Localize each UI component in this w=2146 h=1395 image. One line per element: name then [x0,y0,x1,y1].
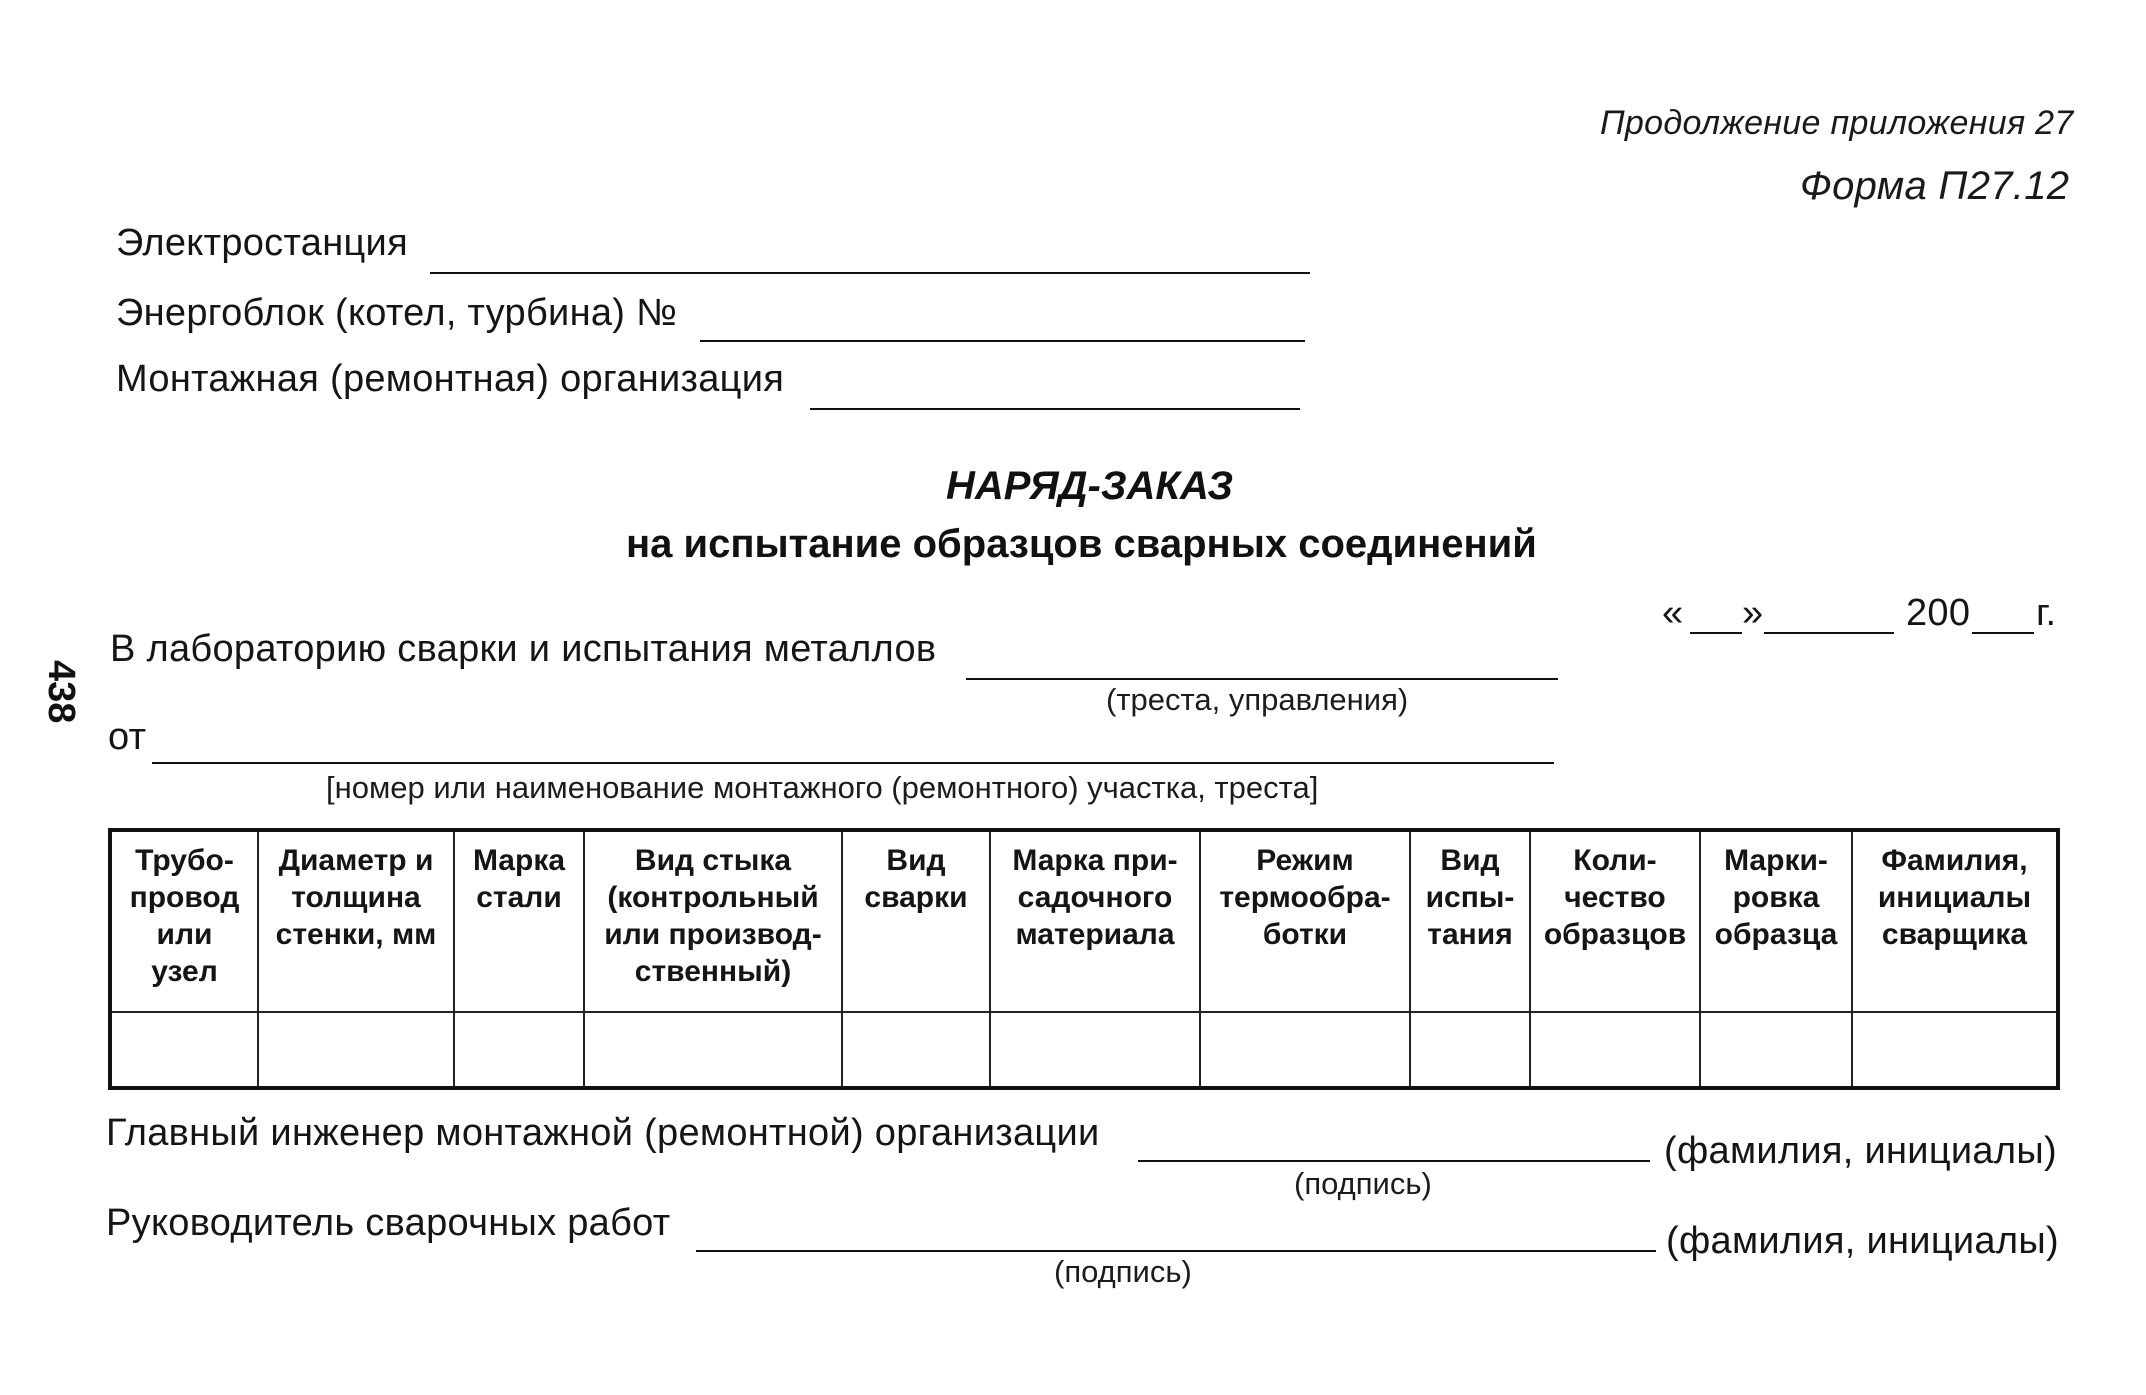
organization-line [810,408,1300,410]
power-unit-label: Энергоблок (котел, турбина) № [116,292,678,334]
date-year-suffix: г. [2036,592,2057,634]
date-year-prefix: 200 [1906,592,1971,634]
chief-engineer-signature-line [1138,1160,1650,1162]
column-header: Марки- ровка образца [1700,830,1852,1012]
table-cell [1852,1012,2058,1088]
column-header: Трубо- провод или узел [110,830,258,1012]
organization-label: Монтажная (ремонтная) организация [116,358,785,400]
table-row [110,1012,2058,1088]
lab-label: В лабораторию сварки и испытания металлов [110,628,937,670]
lab-caption: (треста, управления) [1106,682,1409,717]
table-cell [110,1012,258,1088]
from-line [152,762,1554,764]
page-subtitle: на испытание образцов сварных соединений [626,522,1537,566]
power-station-line [430,272,1310,274]
date-close-quote: » [1742,592,1764,634]
from-caption: [номер или наименование монтажного (ремонтного) участка, треста] [326,770,1319,805]
welding-supervisor-signature-caption: (подпись) [1054,1254,1192,1289]
form-label: Форма П27.12 [1800,164,2070,208]
table-cell [990,1012,1200,1088]
table-cell [258,1012,454,1088]
chief-engineer-signature-caption: (подпись) [1294,1166,1432,1201]
column-header: Фамилия, инициалы сварщика [1852,830,2058,1012]
order-table [108,828,2060,1090]
page-number: 438 [40,660,82,724]
column-header: Марка стали [454,830,584,1012]
date-year-line [1972,632,2034,634]
column-header: Марка при- садочного материала [990,830,1200,1012]
chief-engineer-label: Главный инженер монтажной (ремонтной) организации [106,1112,1100,1154]
column-header: Вид сварки [842,830,990,1012]
page-title: НАРЯД-ЗАКАЗ [946,464,1234,508]
column-header: Диаметр и толщина стенки, мм [258,830,454,1012]
table-cell [1530,1012,1700,1088]
table-cell [584,1012,842,1088]
table-cell [1700,1012,1852,1088]
column-header: Коли- чество образцов [1530,830,1700,1012]
table-cell [454,1012,584,1088]
table-header-row [110,830,2058,1012]
table-cell [1410,1012,1530,1088]
power-unit-line [700,340,1305,342]
lab-line [966,678,1558,680]
continuation-note: Продолжение приложения 27 [1600,104,2074,142]
date-open-quote: « [1662,592,1684,634]
table-cell [1200,1012,1410,1088]
welding-supervisor-label: Руководитель сварочных работ [106,1202,671,1244]
welding-supervisor-name-caption: (фамилия, инициалы) [1666,1220,2059,1262]
date-month-line [1764,632,1894,634]
date-day-line [1690,632,1742,634]
table-cell [842,1012,990,1088]
column-header: Вид испы- тания [1410,830,1530,1012]
column-header: Вид стыка (контрольный или производ- ственный) [584,830,842,1012]
power-station-label: Электростанция [116,222,408,264]
column-header: Режим термообра- ботки [1200,830,1410,1012]
from-label: от [108,716,147,758]
chief-engineer-name-caption: (фамилия, инициалы) [1664,1130,2057,1172]
welding-supervisor-signature-line [696,1250,1656,1252]
